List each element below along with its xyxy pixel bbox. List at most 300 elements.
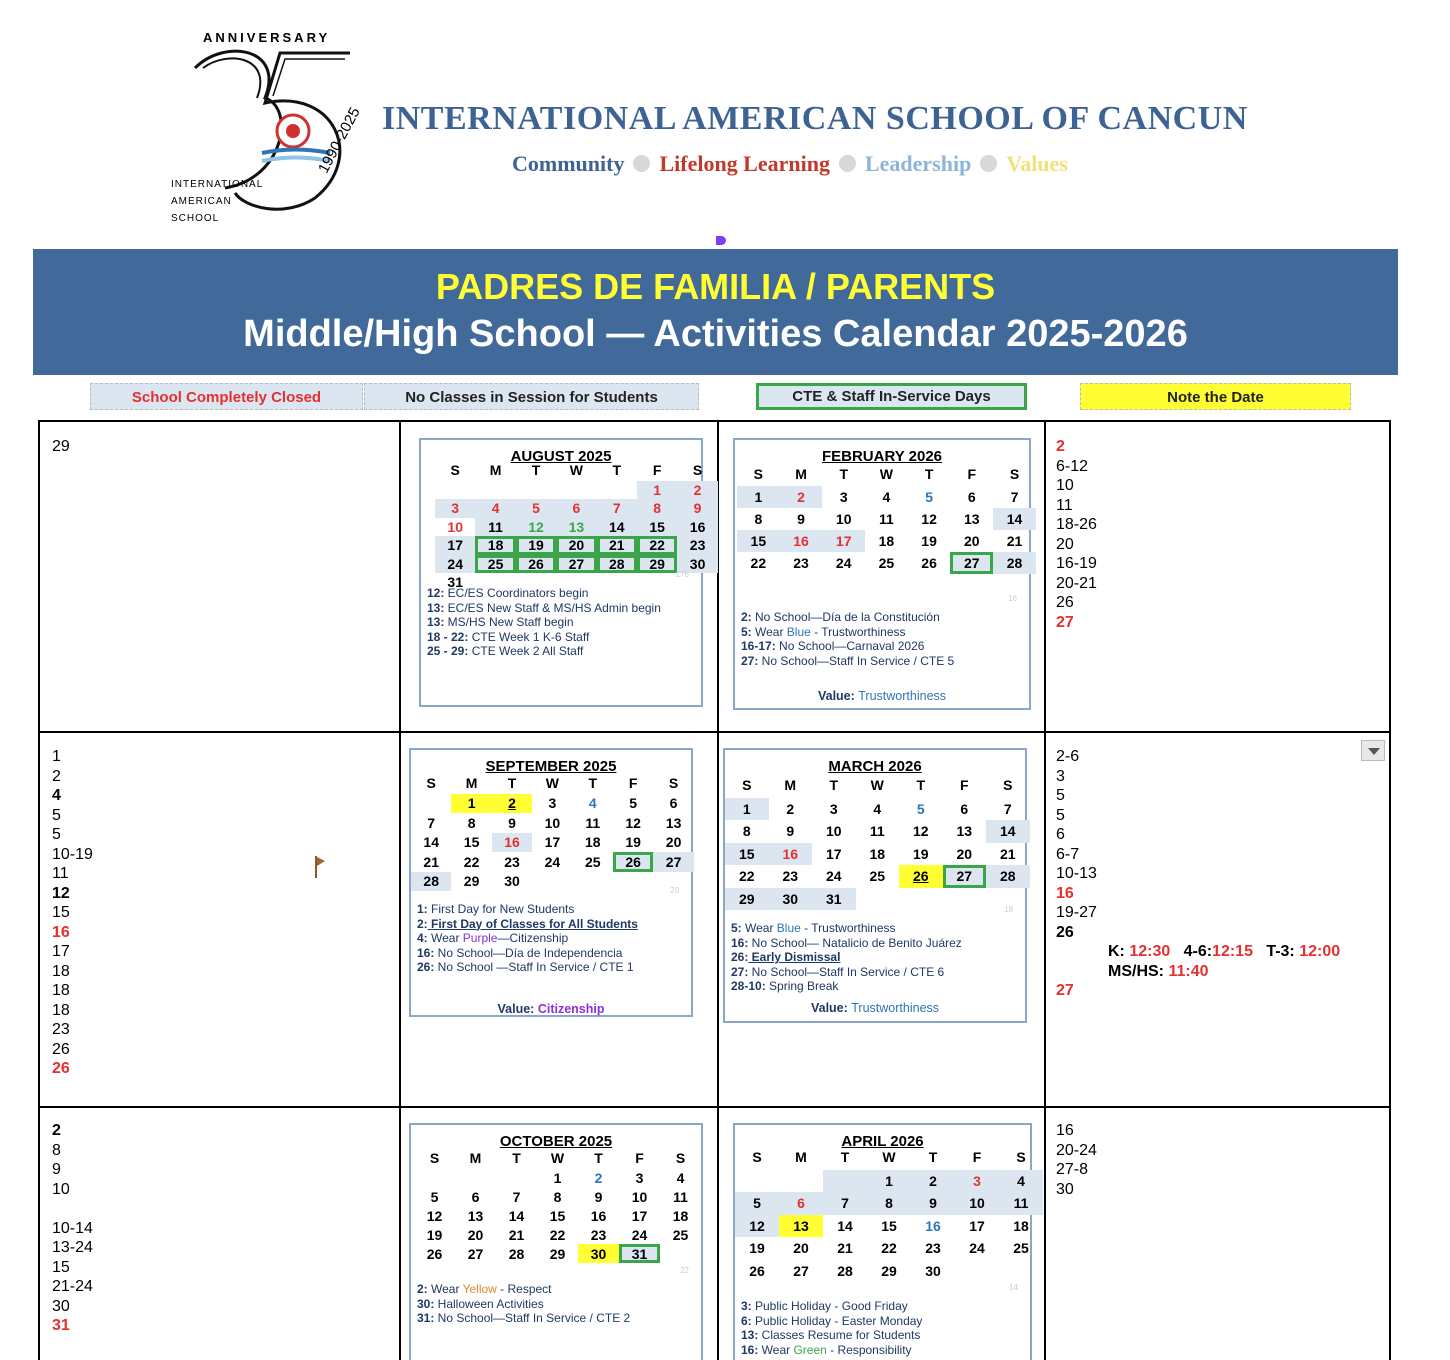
calendar-day: 21	[837, 1240, 853, 1257]
weekday-header: F	[635, 1149, 644, 1166]
calendar-month-title: SEPTEMBER 2025	[485, 758, 617, 775]
event-date: 21-24	[52, 1278, 93, 1295]
weekday-header: T	[531, 462, 541, 479]
event-item	[1056, 767, 1340, 787]
event-date: 26	[1056, 594, 1074, 611]
calendar-day: 12	[516, 518, 556, 537]
calendar-day: 10	[825, 823, 842, 840]
calendar-day: 2	[786, 800, 795, 817]
calendar-day: 5	[916, 800, 925, 817]
event-item	[52, 923, 93, 943]
event-date: 27-8	[1056, 1161, 1089, 1178]
event-item	[1056, 1180, 1097, 1200]
weekday-header: T	[928, 1149, 938, 1166]
page-number-marker: 176	[675, 570, 689, 579]
event-item	[52, 806, 93, 826]
calendar-day: 27	[653, 852, 693, 872]
calendar-day	[823, 1170, 867, 1193]
legend-note-date: Note the Date	[1080, 383, 1351, 410]
calendar-day: 30	[677, 555, 717, 574]
event-item	[52, 1258, 93, 1278]
calendar-day: 22	[637, 536, 677, 555]
calendar-day: 4	[475, 499, 515, 518]
event-item	[52, 1121, 93, 1141]
calendar-day: 15	[725, 843, 769, 866]
calendar-day: 18	[584, 834, 601, 851]
calendar-day: 26	[426, 1245, 443, 1262]
calendar-day: 6	[779, 1192, 823, 1215]
weekday-header: W	[550, 1149, 565, 1166]
calendar-day: 11	[879, 511, 894, 527]
motto-values: Values	[1006, 150, 1068, 176]
calendar-day: 2	[911, 1170, 955, 1193]
page-number-marker: 22	[680, 1266, 689, 1275]
event-date: 4	[52, 787, 61, 804]
weekday-header: S	[692, 462, 703, 479]
event-item	[52, 825, 93, 845]
calendar-day: 19	[912, 845, 929, 862]
calendar-day: 19	[749, 1240, 765, 1257]
weekday-header: T	[916, 777, 926, 794]
weekday-header: S	[675, 1149, 686, 1166]
calendar-day	[999, 1260, 1043, 1283]
august-events	[52, 437, 70, 476]
weekday-header: S	[426, 774, 436, 791]
calendar-day: 28	[993, 552, 1036, 574]
calendar-day: 10	[447, 518, 463, 535]
calendar-notes	[427, 586, 661, 659]
event-date: 26	[1056, 923, 1074, 941]
calendar-day: 4	[882, 489, 891, 505]
calendar-day: 5	[516, 499, 556, 518]
event-date: 9	[52, 1161, 61, 1178]
calendar-day: 28	[837, 1262, 853, 1279]
calendar-note: 2: Wear Yellow - Respect	[417, 1282, 552, 1296]
calendar-note: 12: EC/ES Coordinators begin	[427, 586, 589, 600]
event-item	[52, 1160, 93, 1180]
calendar-day: 20	[556, 536, 596, 555]
calendar-day: 12	[625, 814, 641, 831]
calendar-notes	[731, 921, 962, 994]
calendar-note: 3: Public Holiday - Good Friday	[741, 1299, 908, 1313]
calendar-day: 5	[430, 1188, 439, 1205]
calendar-note: 16: No School— Natalicio de Benito Juárez	[731, 935, 962, 950]
calendar-day: 22	[881, 1240, 897, 1257]
calendar-day: 6	[669, 795, 678, 812]
calendar-day: 25	[1013, 1240, 1029, 1257]
calendar-day: 27	[467, 1245, 484, 1262]
calendar-note: 16: Wear Green - Responsibility	[741, 1342, 912, 1357]
calendar-day: 25	[878, 555, 895, 571]
calendar-day: 30	[504, 873, 520, 890]
calendar-day: 6	[960, 800, 969, 817]
event-item	[1056, 884, 1340, 904]
february-calendar	[733, 438, 1031, 710]
calendar-day	[516, 481, 556, 500]
calendar-day: 28	[508, 1245, 525, 1262]
calendar-day: 3	[635, 1169, 644, 1186]
calendar-days-table	[725, 773, 1030, 910]
calendar-day: 11	[673, 1188, 688, 1205]
calendar-day	[496, 1168, 537, 1187]
event-date: 23	[52, 1021, 70, 1038]
september-events	[52, 747, 93, 1079]
event-item	[1056, 476, 1097, 496]
calendar-day: 6	[556, 499, 596, 518]
weekday-header: T	[839, 466, 848, 482]
event-date: 13-24	[52, 1239, 93, 1256]
calendar-day: 23	[925, 1240, 941, 1257]
calendar-day: 23	[782, 868, 799, 885]
event-date: 8	[52, 1141, 61, 1159]
event-item	[1056, 981, 1340, 1001]
calendar-day: 31	[447, 574, 463, 591]
calendar-day: 21	[508, 1226, 525, 1243]
calendar-days-table	[735, 1145, 1043, 1282]
calendar-day: 1	[451, 794, 491, 814]
calendar-day: 23	[793, 555, 809, 571]
calendar-day: 26	[613, 852, 653, 872]
calendar-day: 15	[463, 834, 480, 851]
calendar-day: 30	[769, 888, 813, 911]
calendar-day: 11	[585, 814, 601, 831]
event-item	[1056, 574, 1097, 594]
event-date: 5	[52, 806, 61, 824]
calendar-value: Value: Citizenship	[497, 1002, 605, 1016]
calendar-day: 30	[925, 1262, 941, 1279]
cursor-marker	[716, 236, 726, 245]
grid-divider	[40, 731, 1389, 733]
calendar-note: 2: First Day of Classes for All Students	[417, 916, 638, 931]
calendar-day	[613, 872, 653, 892]
weekday-header: W	[882, 1149, 896, 1166]
calendar-value: Value: Trustworthiness	[817, 689, 947, 703]
calendar-day: 23	[677, 536, 717, 555]
april-events	[1056, 1121, 1097, 1199]
calendar-day: 26	[516, 555, 556, 574]
event-item	[1056, 786, 1340, 806]
calendar-day: 6	[967, 489, 976, 505]
weekday-header: M	[795, 466, 807, 482]
calendar-day: 12	[426, 1207, 443, 1224]
weekday-header: T	[507, 774, 517, 791]
motto-community: Community	[512, 150, 625, 176]
event-item	[52, 981, 93, 1001]
calendar-day: 29	[725, 888, 769, 911]
event-item	[52, 1001, 93, 1021]
calendar-day	[943, 888, 987, 911]
event-date: 17	[52, 943, 70, 960]
calendar-day	[411, 794, 451, 814]
march-events	[1056, 747, 1340, 1001]
event-date: 29	[52, 438, 70, 455]
calendar-day: 20	[665, 834, 682, 851]
calendar-day: 16	[677, 518, 717, 537]
weekday-header: T	[840, 1149, 850, 1166]
calendar-day: 20	[963, 533, 980, 549]
legend-cte-days: CTE & Staff In-Service Days	[756, 383, 1027, 410]
calendar-day: 7	[512, 1188, 521, 1205]
event-date: 30	[52, 1297, 70, 1315]
calendar-day	[556, 481, 596, 500]
october-calendar	[409, 1123, 703, 1360]
title-banner	[33, 249, 1398, 375]
calendar-month-title: OCTOBER 2025	[499, 1133, 613, 1150]
event-item	[52, 1219, 93, 1239]
calendar-day: 19	[625, 834, 641, 851]
event-date: 10	[52, 1180, 70, 1198]
event-item	[52, 437, 70, 476]
event-date: 15	[52, 904, 70, 921]
event-item	[1056, 515, 1097, 535]
event-item	[52, 786, 93, 806]
calendar-day: 13	[779, 1215, 823, 1238]
event-date: 18	[52, 1001, 70, 1019]
event-item	[52, 884, 93, 904]
calendar-day: 13	[467, 1207, 484, 1224]
calendar-day: 14	[597, 518, 637, 537]
calendar-day: 11	[869, 823, 885, 840]
weekday-header: F	[959, 777, 969, 794]
weekday-header: M	[465, 774, 478, 791]
calendar-day: 15	[881, 1217, 897, 1234]
calendar-day: 27	[950, 552, 993, 574]
calendar-day	[475, 481, 515, 500]
calendar-day: 16	[590, 1207, 607, 1224]
calendar-day: 4	[588, 795, 597, 812]
calendar-day: 17	[825, 845, 842, 862]
calendar-day: 13	[556, 518, 596, 537]
calendar-days-table	[737, 462, 1036, 574]
event-item	[1056, 437, 1097, 457]
calendar-note: 6: Public Holiday - Easter Monday	[741, 1313, 923, 1328]
school-motto	[512, 149, 1068, 177]
event-date: 5	[1056, 806, 1065, 824]
calendar-day: 14	[423, 834, 439, 851]
event-date: 20	[1056, 535, 1074, 553]
calendar-day: 14	[993, 508, 1036, 530]
calendar-day	[455, 1168, 496, 1187]
calendar-day: 29	[463, 873, 480, 890]
calendar-day: 14	[837, 1217, 853, 1234]
early-dismissal-times: K: 12:30 4-6:12:15 T-3: 12:00 MS/HS: 11:40	[1108, 943, 1341, 980]
event-item	[52, 1059, 93, 1079]
calendar-note: 26: No School —Staff In Service / CTE 1	[417, 960, 634, 974]
calendar-day: 1	[637, 481, 677, 500]
page-number-marker: 16	[1008, 594, 1017, 603]
weekday-header: S	[429, 1149, 440, 1166]
calendar-day: 11	[999, 1192, 1043, 1215]
event-date: 18	[52, 962, 70, 980]
calendar-day: 16	[780, 530, 823, 552]
event-date: 20-21	[1056, 574, 1097, 592]
dropdown-toggle-button[interactable]	[1361, 740, 1385, 761]
calendar-day: 13	[665, 814, 682, 831]
comment-flag-icon	[315, 856, 325, 878]
calendar-days-table	[411, 772, 694, 891]
weekday-header: T	[512, 1149, 521, 1166]
calendar-day: 24	[544, 853, 561, 870]
event-item	[1056, 1160, 1097, 1180]
calendar-note: 13: EC/ES New Staff & MS/HS Admin begin	[427, 600, 661, 615]
event-date: 16	[1056, 1122, 1074, 1139]
calendar-day: 7	[823, 1192, 867, 1215]
calendar-day: 24	[435, 555, 475, 574]
event-item	[1056, 535, 1097, 555]
calendar-day	[573, 872, 613, 892]
calendar-day: 15	[737, 530, 780, 552]
calendar-day	[435, 481, 475, 500]
calendar-month-title: APRIL 2026	[841, 1133, 924, 1150]
calendar-day	[955, 1260, 999, 1283]
calendar-note: 28-10: Spring Break	[731, 979, 839, 993]
event-date: 26	[52, 1060, 70, 1077]
calendar-month-title: AUGUST 2025	[510, 448, 612, 465]
weekday-header: F	[967, 466, 977, 482]
calendar-day: 8	[467, 814, 476, 831]
event-item	[52, 845, 93, 865]
motto-lifelong-learning: Lifelong Learning	[659, 150, 830, 176]
calendar-day: 20	[956, 845, 973, 862]
calendar-day: 10	[544, 814, 561, 831]
calendar-day: 30	[578, 1244, 619, 1263]
event-date: 5	[52, 826, 61, 843]
weekday-header: S	[1016, 1149, 1026, 1166]
calendar-day: 22	[549, 1226, 566, 1243]
calendar-note: 5: Wear Blue - Trustworthiness	[731, 921, 896, 935]
event-item	[52, 1040, 93, 1060]
event-item	[1056, 1141, 1097, 1161]
anniversary-text: ANNIVERSARY	[203, 30, 331, 45]
calendar-day: 25	[672, 1226, 689, 1243]
event-item	[52, 1141, 93, 1161]
calendar-day: 18	[878, 533, 895, 549]
event-date: 10	[1056, 477, 1074, 494]
calendar-day: 3	[955, 1170, 999, 1193]
event-item	[52, 1277, 93, 1297]
school-name: INTERNATIONAL AMERICAN SCHOOL OF CANCUN	[382, 100, 1248, 137]
event-date: 2-6	[1056, 748, 1080, 765]
event-date: 16	[52, 923, 70, 941]
weekday-header: S	[742, 777, 752, 794]
event-item	[52, 962, 93, 982]
calendar-note: 31: No School—Staff In Service / CTE 2	[417, 1311, 631, 1325]
event-date: 10-13	[1056, 865, 1097, 882]
calendar-day: 7	[427, 814, 436, 831]
october-events	[52, 1121, 93, 1336]
event-date: 12	[52, 884, 70, 902]
calendar-notes	[417, 902, 638, 975]
calendar-day	[899, 888, 943, 911]
calendar-day: 25	[475, 555, 515, 574]
calendar-day: 16	[492, 833, 532, 853]
weekday-header: T	[829, 777, 839, 794]
calendar-day: 11	[475, 518, 515, 537]
event-date: 2	[1056, 438, 1065, 455]
calendar-note: 1: First Day for New Students	[417, 902, 575, 916]
event-date: 2	[52, 1122, 61, 1139]
event-item	[1056, 554, 1097, 574]
calendar-day: 16	[925, 1217, 941, 1234]
calendar-day: 12	[921, 511, 937, 527]
calendar-day: 3	[548, 795, 557, 812]
calendar-day: 18	[869, 845, 886, 862]
calendar-day: 1	[725, 798, 769, 821]
event-item	[52, 903, 93, 923]
weekday-header: S	[450, 462, 460, 479]
calendar-day	[735, 1170, 779, 1193]
calendar-value: Value: Trustworthiness	[810, 1001, 940, 1015]
calendar-day: 26	[921, 555, 937, 571]
calendar-day: 2	[492, 794, 532, 814]
calendar-day: 19	[921, 533, 937, 549]
calendar-note: 13: MS/HS New Staff begin	[427, 615, 574, 629]
march-calendar	[723, 748, 1027, 1023]
calendar-day: 5	[925, 489, 933, 505]
calendar-day: 2	[677, 481, 717, 500]
calendar-day: 19	[426, 1226, 443, 1243]
motto-separator-dot	[980, 155, 997, 172]
event-item	[52, 1180, 93, 1219]
weekday-header: F	[652, 462, 662, 479]
calendar-day: 10	[955, 1192, 999, 1215]
event-date: 30	[1056, 1180, 1074, 1198]
calendar-day: 9	[911, 1192, 955, 1215]
event-date: 20-24	[1056, 1141, 1097, 1159]
calendar-day: 14	[508, 1207, 525, 1224]
calendar-month-title: FEBRUARY 2026	[821, 448, 943, 465]
event-item	[52, 747, 93, 767]
calendar-note: 2: No School—Día de la Constitución	[741, 610, 940, 624]
calendar-days-table	[414, 1147, 701, 1263]
event-item	[52, 1297, 93, 1317]
calendar-day: 6	[471, 1188, 480, 1205]
calendar-day: 13	[963, 511, 980, 527]
motto-separator-dot	[633, 155, 650, 172]
calendar-day: 29	[549, 1245, 566, 1262]
calendar-day	[414, 1168, 455, 1187]
calendar-notes	[741, 610, 954, 668]
event-date: 15	[52, 1258, 70, 1276]
event-item	[52, 1020, 93, 1040]
calendar-day: 1	[553, 1169, 562, 1186]
weekday-header: T	[588, 774, 598, 791]
motto-separator-dot	[839, 155, 856, 172]
february-events	[1056, 437, 1097, 632]
calendar-note: 27: No School—Staff In Service / CTE 5	[741, 653, 955, 668]
page-number-marker: 14	[1009, 1283, 1018, 1292]
calendar-notes	[417, 1282, 630, 1326]
page-number-marker: 20	[670, 886, 679, 895]
calendar-note: 30: Halloween Activities	[417, 1296, 544, 1311]
calendar-day	[660, 1244, 701, 1263]
calendar-day: 1	[737, 486, 780, 508]
calendar-day: 23	[504, 853, 520, 870]
calendar-day: 12	[735, 1215, 779, 1238]
calendar-day: 9	[594, 1188, 603, 1205]
calendar-day	[856, 888, 900, 911]
calendar-day: 26	[749, 1262, 765, 1279]
event-item	[1056, 825, 1340, 845]
legend-school-closed: School Completely Closed	[90, 383, 363, 410]
weekday-header: S	[1003, 777, 1013, 794]
event-item	[1056, 845, 1340, 865]
event-item	[1056, 806, 1340, 826]
calendar-day: 4	[999, 1170, 1043, 1193]
event-date: 11	[52, 865, 69, 882]
calendar-note: 18 - 22: CTE Week 1 K-6 Staff	[427, 629, 590, 644]
weekday-header: F	[972, 1149, 982, 1166]
